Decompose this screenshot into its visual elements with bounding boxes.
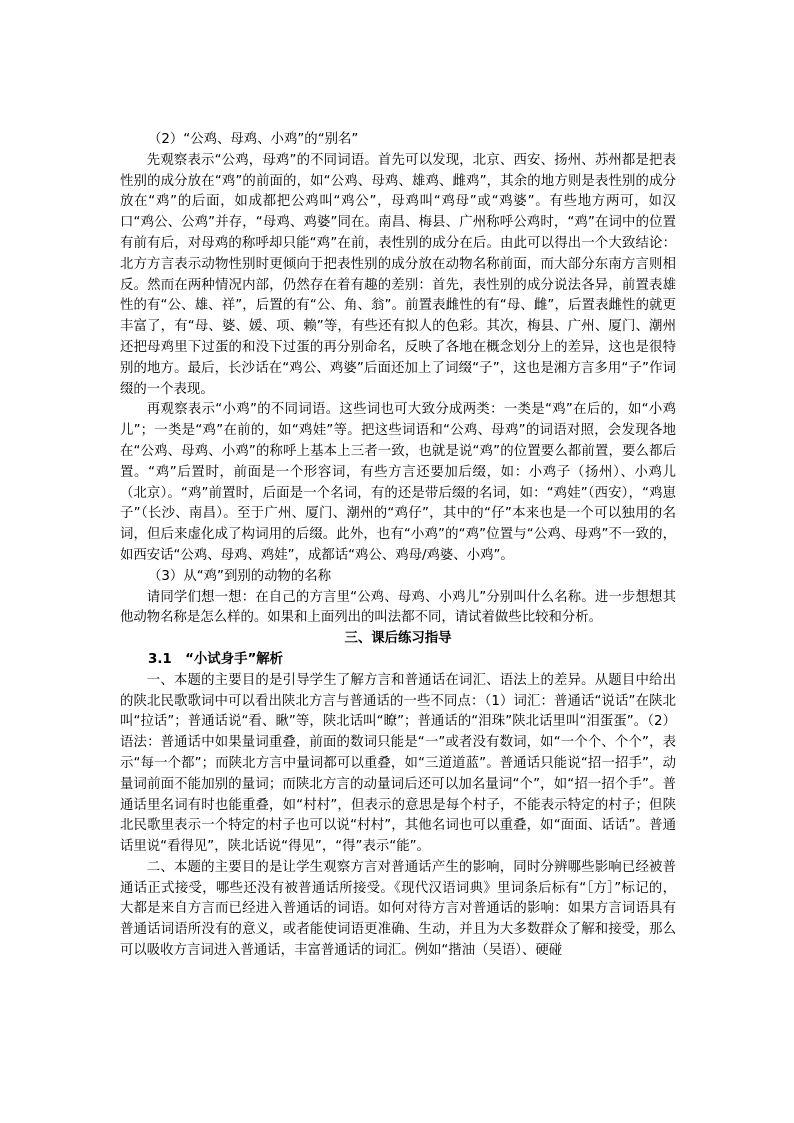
paragraph-chick: 再观察表示“小鸡”的不同词语。这些词也可大致分成两类：一类是“鸡”在后的，如“小鸡儿”；一类是“鸡”在前的，如“鸡娃”等。把这些词语和“公鸡、母鸡”的词语对照，会发现各地在“公鸡、母鸡、小鸡”的称呼上基本上三者一致，也就是说“鸡”的位置要么都前置，要么都后置。“鸡”后置时，前面是一个形容词，有些方言还要加后缀，如：小鸡子（扬州）、小鸡儿（北京）。“鸡”前置时，后面是一个名词，有的还是带后缀的名词，如：“鸡娃”（西安），“鸡崽子”（长沙、南昌）。至于广州、厦门、潮州的“鸡仔”，其中的“仔”本来也是一个可以独用的名词，但后来虚化成了构词用的后缀。此外，也有“小鸡”的“鸡”位置与“公鸡、母鸡”不一致的，如西安话“公鸡、母鸡、鸡娃”，成都话“鸡公、鸡母/鸡婆、小鸡”。 [120,402,676,563]
section-title: 三、课后练习指导 [344,631,452,647]
paragraph-other-animals: 请同学们想一想：在自己的方言里“公鸡、母鸡、小鸡儿”分别叫什么名称。进一步想想其他动物名称是怎么样的。如果和上面列出的叫法都不同，请试着做些比较和分析。 [120,589,676,626]
paragraph-exercise-two: 二、本题的主要目的是让学生观察方言对普通话产生的影响，同时分辨哪些影响已经被普通话正式接受，哪些还没有被普通话所接受。《现代汉语词典》里词条后标有“［方］”标记的，大都是来自方言而已经进入普通话的词语。如何对待方言对普通话的影响：如果方言词语具有普通话词语所没有的意义，或者能使词语更准确、生动，并且为大多数群众了解和接受，那么可以吸收方言词进入普通话，丰富普通话的词汇。例如“揩油（吴语）、硬碰 [120,859,676,959]
document-body [120,130,676,962]
subsection-heading-3: （3）从“鸡”到别的动物的名称 [148,568,332,584]
subsection-heading-2: （2）“公鸡、母鸡、小鸡”的“别名” [148,132,359,147]
paragraph-exercise-one: 一、本题的主要目的是引导学生了解方言和普通话在词汇、语法上的差异。从题目中给出的陕北民歌歌词中可以看出陕北方言与普通话的一些不同点：（1）词汇：普通话“说话”在陕北叫“拉话”；普通话说“看、瞅”等，陕北话叫“瞭”；普通话的“泪珠”陕北话里叫“泪蛋蛋”。（2）语法：普通话中如果量词重叠，前面的数词只能是“一”或者没有数词，如“一个个、个个”，表示“每一个都”；而陕北方言中量词都可以重叠，如“三道道蓝”。普通话只能说“招一招手”，动量词前面不能加别的量词；而陕北方言的动量词后还可以加名量词“个”，如“招一招个手”。普通话里名词有时也能重叠，如“村村”，但表示的意思是每个村子，不能表示特定的村子；但陕北民歌里表示一个特定的村子也可以说“村村”，其他名词也可以重叠，如“面面、话话”。普通话里说“看得见”，陕北话说“得见”，“得”表示“能”。 [120,672,676,855]
sub-section-title: 3.1 “小试身手”解析 [148,651,284,667]
paragraph-rooster-hen: 先观察表示“公鸡，母鸡”的不同词语。首先可以发现，北京、西安、扬州、苏州都是把表性别的成分放在“鸡”的前面的，如“公鸡、母鸡、雄鸡、雌鸡”，其余的地方则是表性别的成分放在“鸡”的后面，如成都把公鸡叫“鸡公”，母鸡叫“鸡母”或“鸡婆”。有些地方两可，如汉口“鸡公、公鸡”并存，“母鸡、鸡婆”同在。南昌、梅县、广州称呼公鸡时，“鸡”在词中的位置有前有后，对母鸡的称呼却只能“鸡”在前，表性别的成分在后。由此可以得出一个大致结论：北方方言表示动物性别时更倾向于把表性别的成分放在动物名称前面，而大部分东南方言则相反。然而在两种情况内部，仍然存在着有趣的差别：首先，表性别的成分说法各异，前置表雄性的有“公、雄、祥”，后置的有“公、角、翁”。前置表雌性的有“母、雌”，后置表雌性的就更丰富了，有“母、婆、媛、项、赖”等，有些还有拟人的色彩。其次，梅县、广州、厦门、潮州还把母鸡里下过蛋的和没下过蛋的再分别命名，反映了各地在概念划分上的差异，这也是很特别的地方。最后，长沙话在“鸡公、鸡婆”后面还加上了词缀“子”，这也是湘方言多用“子”作词缀的一个表现。 [120,152,676,397]
